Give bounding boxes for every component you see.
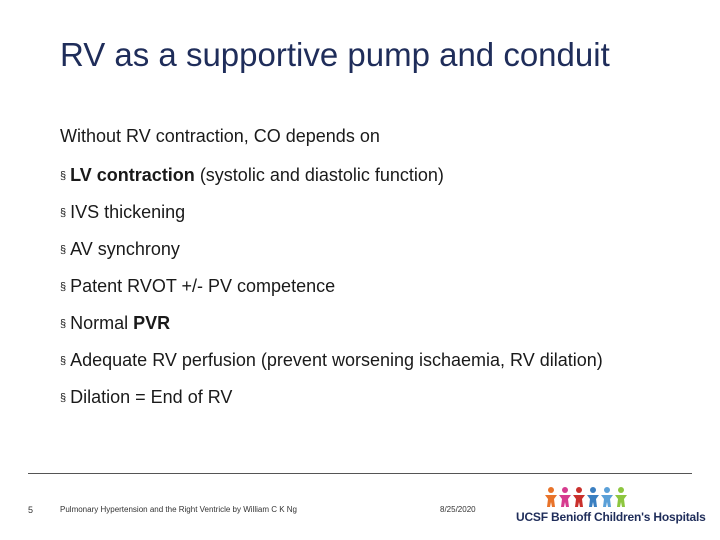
footer-text: Pulmonary Hypertension and the Right Ventricle by William C K Ng (60, 505, 297, 514)
footer-divider (28, 473, 692, 474)
bullet-list (60, 164, 710, 423)
bullet-item (60, 201, 710, 238)
bullet-marker: § (60, 355, 67, 367)
bullet-text: (systolic and diastolic function) (194, 165, 444, 185)
logo-text: UCSF Benioff Children's Hospitals (516, 510, 706, 524)
bullet-text: Normal (70, 313, 134, 333)
bullet-marker: § (60, 392, 67, 404)
bullet-marker: § (60, 318, 67, 330)
slide-number: 5 (28, 505, 34, 515)
children-figures-icon (544, 486, 628, 508)
bullet-text: AV synchrony (70, 239, 180, 259)
intro-text: Without RV contraction, CO depends on (60, 126, 380, 146)
bullet-text: Dilation = End of RV (70, 387, 233, 407)
bullet-text: Adequate RV perfusion (prevent worsening ischaemia, RV dilation) (70, 350, 603, 370)
bullet-item (60, 386, 710, 423)
bullet-item (60, 312, 710, 349)
slide-title: RV as a supportive pump and conduit (60, 36, 610, 73)
bullet-text: IVS thickening (70, 202, 186, 222)
bullet-marker: § (60, 244, 67, 256)
bullet-marker: § (60, 281, 67, 293)
bullet-item (60, 275, 710, 312)
bullet-bold-text: LV contraction (70, 165, 195, 185)
bullet-item (60, 238, 710, 275)
bullet-marker: § (60, 207, 67, 219)
bullet-marker: § (60, 170, 67, 182)
bullet-bold-text: PVR (133, 313, 171, 333)
bullet-item (60, 164, 710, 201)
ucsf-logo (516, 486, 706, 528)
bullet-text: Patent RVOT +/- PV competence (70, 276, 336, 296)
bullet-item (60, 349, 710, 386)
footer-date: 8/25/2020 (440, 505, 476, 514)
